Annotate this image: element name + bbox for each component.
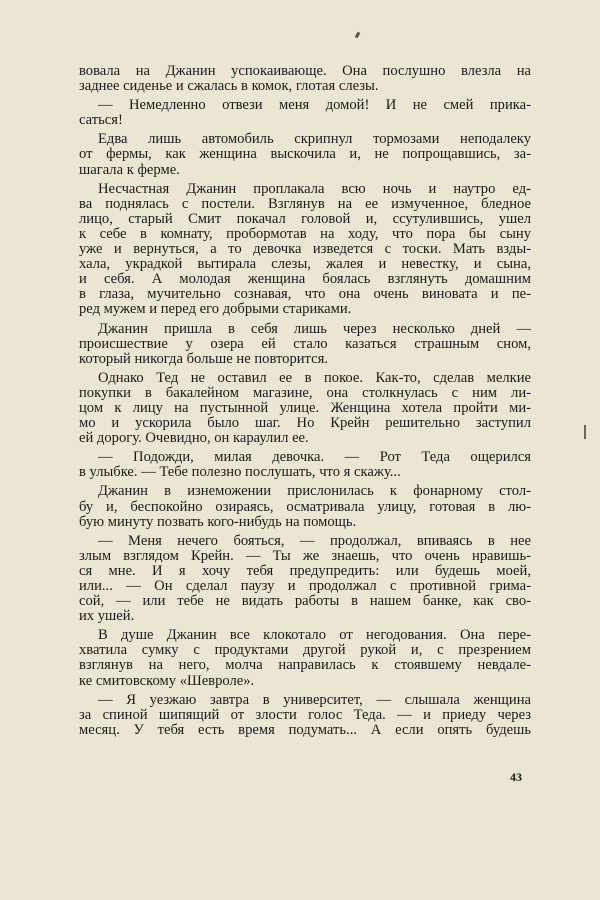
text-line: Однако Тед не оставил ее в покое. Как-то, сделав мелкие <box>98 370 531 386</box>
text-line: Едва лишь автомобиль скрипнул тормозами неподалеку <box>98 132 531 148</box>
paragraph <box>79 182 531 318</box>
text-line: — Меня нечего бояться, — продолжал, впиваясь в нее <box>98 533 531 549</box>
text-line: заднее сиденье и сжалась в комок, глотая слезы. <box>79 79 379 95</box>
text-line: хала, украдкой вытирала слезы, жалея и невестку, и сына, <box>79 257 531 273</box>
body-text <box>79 64 531 742</box>
text-line: от фермы, как женщина выскочила и, не попрощавшись, за- <box>79 147 531 163</box>
text-line: цом к лицу на пустынной улице. Женщина хотела пройти ми- <box>79 400 531 416</box>
text-line: ся мне. И я хочу тебя предупредить: или будешь моей, <box>79 563 531 579</box>
text-line: покупки в бакалейном магазине, она столкнулась с ним ли- <box>79 385 531 401</box>
text-line: вовала на Джанин успокаивающе. Она послушно влезла на <box>79 64 531 79</box>
text-line: Джанин пришла в себя лишь через несколько дней — <box>98 321 531 337</box>
page-number: 43 <box>510 770 522 784</box>
text-line: и себя. А молодая женщина боялась взглянуть домашним <box>79 272 531 288</box>
text-line: ей дорогу. Очевидно, он караулил ее. <box>79 431 309 447</box>
text-line: к себе в комнату, пробормотав на ходу, что пора бы сыну <box>79 226 531 242</box>
paragraph <box>79 534 531 625</box>
text-line: В душе Джанин все клокотало от негодования. Она пере- <box>98 628 531 644</box>
text-line: — Я уезжаю завтра в университет, — слышала женщина <box>98 692 531 708</box>
text-line: мо и ускорила было шаг. Но Крейн решительно заступил <box>79 416 531 432</box>
text-line: Несчастная Джанин проплакала всю ночь и наутро ед- <box>98 181 531 197</box>
text-line: их ушей. <box>79 609 135 625</box>
text-line: взглянув на него, молча направилась к стоявшему невдале- <box>79 658 531 674</box>
text-line: за спиной шипящий от злости голос Теда. — и приеду через <box>79 707 531 723</box>
paragraph <box>79 450 531 480</box>
text-line: в улыбке. — Тебе полезно послушать, что я скажу... <box>79 465 401 481</box>
paragraph <box>79 64 531 94</box>
text-line: уже и вернуться, а то девочка изведется с тоски. Мать взды- <box>79 242 531 258</box>
paragraph <box>79 628 531 688</box>
text-line: бую минуту позвать кого-нибудь на помощь. <box>79 514 357 530</box>
text-line: хватила сумку с продуктами другой рукой и, с презрением <box>79 643 531 659</box>
text-line: саться! <box>79 113 123 129</box>
paragraph <box>79 484 531 529</box>
text-line: или... — Он сделал паузу и продолжал с противной грима- <box>79 579 531 594</box>
text-line: который никогда больше не повторится. <box>79 351 328 367</box>
text-line: лицо, старый Смит покачал головой и, ссутулившись, ушел <box>79 211 531 227</box>
print-speck <box>584 425 586 439</box>
text-line: шагала к ферме. <box>79 162 180 178</box>
text-line: происшествие у озера ей стало казаться страшным сном, <box>79 336 531 352</box>
paragraph <box>79 693 531 738</box>
text-line: ред мужем и перед его добрыми стариками. <box>79 302 352 318</box>
text-line: сой, — или тебе не видать работы в нашем банке, как сво- <box>79 594 531 610</box>
paragraph <box>79 322 531 367</box>
text-line: месяц. У тебя есть время подумать... А если опять будешь <box>79 722 531 738</box>
text-line: — Подожди, милая девочка. — Рот Теда ощерился <box>98 450 531 466</box>
text-line: злым взглядом Крейн. — Ты же знаешь, что очень нравишь- <box>79 548 531 564</box>
text-line: Джанин в изнеможении прислонилась к фонарному стол- <box>98 484 531 500</box>
print-speck <box>355 32 361 39</box>
text-line: — Немедленно отвези меня домой! И не смей прика- <box>98 98 531 114</box>
paragraph <box>79 371 531 446</box>
text-line: ва поднялась с постели. Взглянув на ее измученное, бледное <box>79 196 531 212</box>
text-line: бу и, беспокойно озираясь, осматривала улицу, готовая в лю- <box>79 499 531 515</box>
paragraph <box>79 132 531 177</box>
text-line: в глаза, мучительно сознавая, что она очень виновата и пе- <box>79 287 531 303</box>
paragraph <box>79 98 531 128</box>
text-line: ке смитовскому «Шевроле». <box>79 673 255 689</box>
